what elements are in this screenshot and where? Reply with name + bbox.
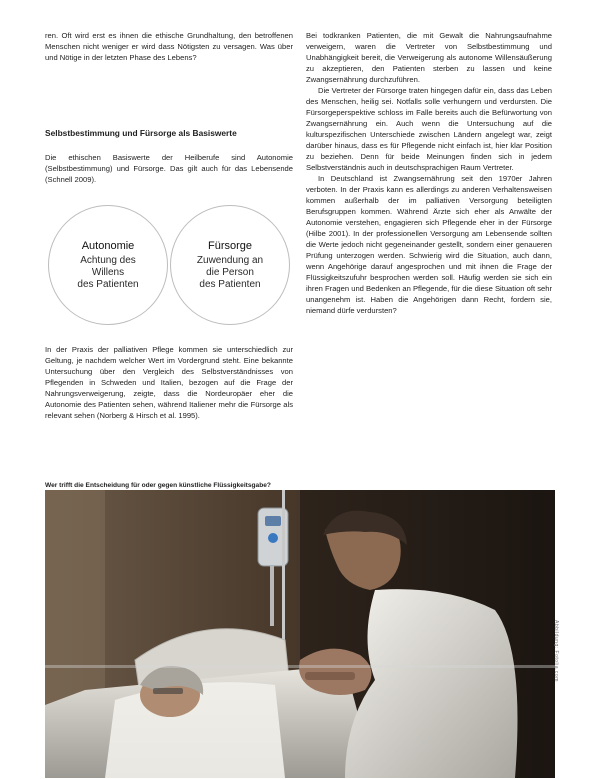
right-paragraph-3: In Deutschland ist Zwangsernährung seit den 1970er Jahren verboten. In der Praxis kann es allerdings zu anderen Verhaltensweisen kommen außerhalb der im palliativen Versorgung beteiligten Berufsgruppen kommen. Während Ärzte sich eher als Anwälte der Autonomie verstehen, engagieren sich Pflegende eher in der Fürsorge (Hilbe 2001). In der professionellen Versorgung am Lebensende sollten die Werte jedoch nicht gegeneinander gestellt, sondern einer genaueren Prüfung unterzogen werden. Schwierig wird die Situation, auch dann, wenn Angehörige darauf angesprochen und mit ihnen die Frage der Flüssigkeitszufuhr besprochen werden soll. Häufig werden sie sich ein ihren Fragen und Bedenken an Pflegende, für die diese Situation oft sehr unangenehm ist. Haben die Angehörigen dann Recht, fordern sie, niemand dürfe verdursten? bbox=[306, 174, 552, 315]
right-paragraph-1: Bei todkranken Patienten, die mit Gewalt die Nahrungsaufnahme verweigern, waren die Vertreter von Selbstbestimmung und Unabhängigkeit bereit, die Verweigerung als autonome Willensäußerung zu akzeptieren, den Patienten sterben zu lassen und keine Zwangsernährung durchzuführen. bbox=[306, 31, 552, 84]
right-column bbox=[306, 30, 552, 316]
section-heading: Selbstbestimmung und Fürsorge als Basiswerte bbox=[45, 128, 237, 138]
basis-paragraph: Die ethischen Basiswerte der Heilberufe sind Autonomie (Selbstbestimmung) und Fürsorge. Das gilt auch für das Lebensende (Schnell 2009). bbox=[45, 153, 293, 184]
fuersorge-title: Fürsorge bbox=[207, 239, 253, 252]
hospital-photo bbox=[45, 490, 555, 778]
autonomie-desc-line1: Achtung des bbox=[80, 254, 136, 266]
autonomie-desc-line2: Willens bbox=[91, 266, 125, 278]
study-paragraph: In der Praxis der palliativen Pflege kommen sie unterschiedlich zur Geltung, je nachdem welcher Wert im Vordergrund steht. Eine bekannte Untersuchung über den Vergleich des Selbstverständnisses von Pflegenden in Schweden und Italien, bezogen auf die Frage der Nahrungsverweigerung, zeigte, dass die Nordeuropäer eher die Autonomie des Patienten sehen, während Italiener mehr die Fürsorge als relevant sehen (Norberg & Hirsch et al. 1995). bbox=[45, 345, 293, 420]
fuersorge-circle bbox=[170, 205, 290, 325]
right-paragraph-2: Die Vertreter der Fürsorge traten hingegen dafür ein, dass das Leben des Menschen, heilig sei. Notfalls solle verhungern und verdursten. Die Fürsorgeperspektive schloss im Falle bereits auch die Befürwortung von Zwangsernährung ein. Auch wenn die Untersuchung auf die kulturspezifischen Unterschiede zwischen Ländern angelegt war, zeigt darüber hinaus, dass es für Pflegende nicht einfach ist, hier klar Position zu beziehen. Denn für beide Meinungen finden sich in jedem Selbstverständnis auch in deutschsprachigen Raum Vertreter. bbox=[306, 86, 552, 172]
photo-credit: Abbildung: Fotolia.com bbox=[553, 620, 559, 682]
left-column-intro bbox=[45, 30, 293, 63]
autonomie-desc-line3: des Patienten bbox=[77, 278, 139, 290]
photo-caption: Wer trifft die Entscheidung für oder gegen künstliche Flüssigkeitsgabe? bbox=[45, 482, 271, 489]
basis-paragraph-block bbox=[45, 152, 293, 185]
hospital-photo-illustration bbox=[45, 490, 555, 778]
fuersorge-desc-line3: des Patienten bbox=[199, 278, 261, 290]
fuersorge-desc-line2: die Person bbox=[206, 266, 254, 278]
study-paragraph-block bbox=[45, 344, 293, 421]
intro-paragraph: ren. Oft wird erst es ihnen die ethische Grundhaltung, den betroffenen Menschen nicht weniger er wird dass Nötigsten zu versagen. Was über und Nötige in der letzten Phase des Lebens? bbox=[45, 31, 293, 62]
autonomie-title: Autonomie bbox=[81, 239, 135, 252]
autonomie-circle bbox=[48, 205, 168, 325]
fuersorge-desc-line1: Zuwendung an bbox=[196, 254, 264, 266]
